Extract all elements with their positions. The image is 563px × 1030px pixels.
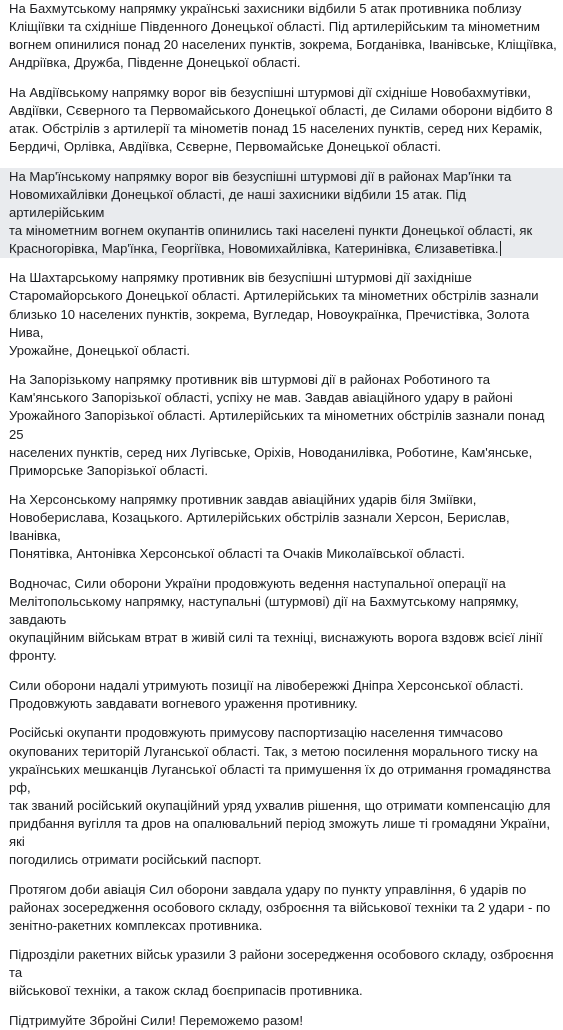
paragraph-closing: Підтримуйте Збройні Сили! Переможемо разом!: [9, 1012, 303, 1028]
text-cursor: [500, 241, 501, 256]
paragraph-bakhmut: На Бахмутському напрямку українські захисники відбили 5 атак противника поблизу Кліщіївки та східніше Південного Донецької області. Під артилерійським та мінометним вогнем опинилися понад 20 населених пунктів, зокрема, Богданівка, Іванівське, Кліщіївка, Андріївка, Дружба, Південне Донецької області.: [9, 1, 557, 71]
paragraph-left-bank: Сили оборони надалі утримують позиції на лівобережжі Дніпра Херсонської області. Продовжують завдавати вогневого ураження противнику.: [9, 677, 524, 711]
paragraph-aviation: Протягом доби авіація Сил оборони завдала удару по пункту управління, 6 ударів по районах зосередження особового складу, озброєння та військової техніки та 2 удари - по зенітно-ракетних комплексах противника.: [9, 881, 551, 933]
paragraph-offensive: Водночас, Сили оборони України продовжують ведення наступальної операції на Мелітопольському напрямку, наступальні (штурмові) дії на Бахмутському напрямку, завдають окупаційним військам втрат в живій силі та техніці, виснажують ворога вздовж всієї лінії фронту.: [9, 575, 543, 664]
paragraph-zaporizhzhia: На Запорізькому напрямку противник вів штурмові дії в районах Роботиного та Кам'янського Запорізької області, успіху не мав. Завдав авіаційного удару в районі Урожайного Запорізької області. Артилерійських та мінометних обстрілів зазнали понад 25 населених пунктів, серед них Лугівське, Оріхів, Новоданилівка, Роботине, Кам'янське, Приморське Запорізької області.: [9, 372, 545, 478]
paragraph-passportization: Російські окупанти продовжують примусову паспортизацію населення тимчасово окупованих територій Луганської області. Так, з метою посилення морального тиску на українських мешканців Луганської області та примушення їх до отримання громадянства рф, так званий російський окупаційний уряд ухвалив рішення, що отримати компенсацію для придбання вугілля та дров на опалювальний період зможуть лише ті громадяни України, які погодились отримати російський паспорт.: [9, 725, 551, 868]
paragraph-marinka-text: На Мар'їнському напрямку ворог вів безуспішні штурмові дії в районах Мар'їнки та Новомихайлівки Донецької області, де наші захисники відбили 15 атак. Під артилерійським та мінометним вогнем окупантів опинились такі населені пункти Донецької області, як Красногорівка, Мар'їнка, Георгіївка, Новомихайлівка, Катеринівка, Єлизаветівка.: [9, 168, 533, 256]
paragraph-kherson: На Херсонському напрямку противник завдав авіаційних ударів біля Зміївки, Новоберислава, Козацького. Артилерійських обстрілів зазнали Херсон, Берислав, Іванівка, Понятівка, Антонівка Херсонської області та Очаків Миколаївської області.: [9, 492, 510, 562]
paragraph-missile-troops: Підрозділи ракетних військ уразили 3 райони зосередження особового складу, озброєння та військової техніки, а також склад боєприпасів противника.: [9, 947, 554, 999]
paragraph-shakhtarsk: На Шахтарському напрямку противник вів безуспішні штурмові дії західніше Старомайорського Донецької області. Артилерійських та мінометних обстрілів зазнали близько 10 населених пунктів, зокрема, Вугледар, Новоукраїнка, Пречистівка, Золота Нива, Урожайне, Донецької області.: [9, 270, 539, 358]
paragraph-marinka-selected[interactable]: [0, 168, 563, 258]
paragraph-avdiivka: На Авдіївському напрямку ворог вів безуспішні штурмові дії східніше Новобахмутівки, Авдіївки, Сєверного та Первомайського Донецької області, де Силами оборони відбито 8 атак. Обстрілів з артилерії та мінометів понад 15 населених пунктів, серед них Керамік, Бердичі, Орлівка, Авдіївка, Сєверне, Первомайське Донецької області.: [9, 84, 553, 155]
